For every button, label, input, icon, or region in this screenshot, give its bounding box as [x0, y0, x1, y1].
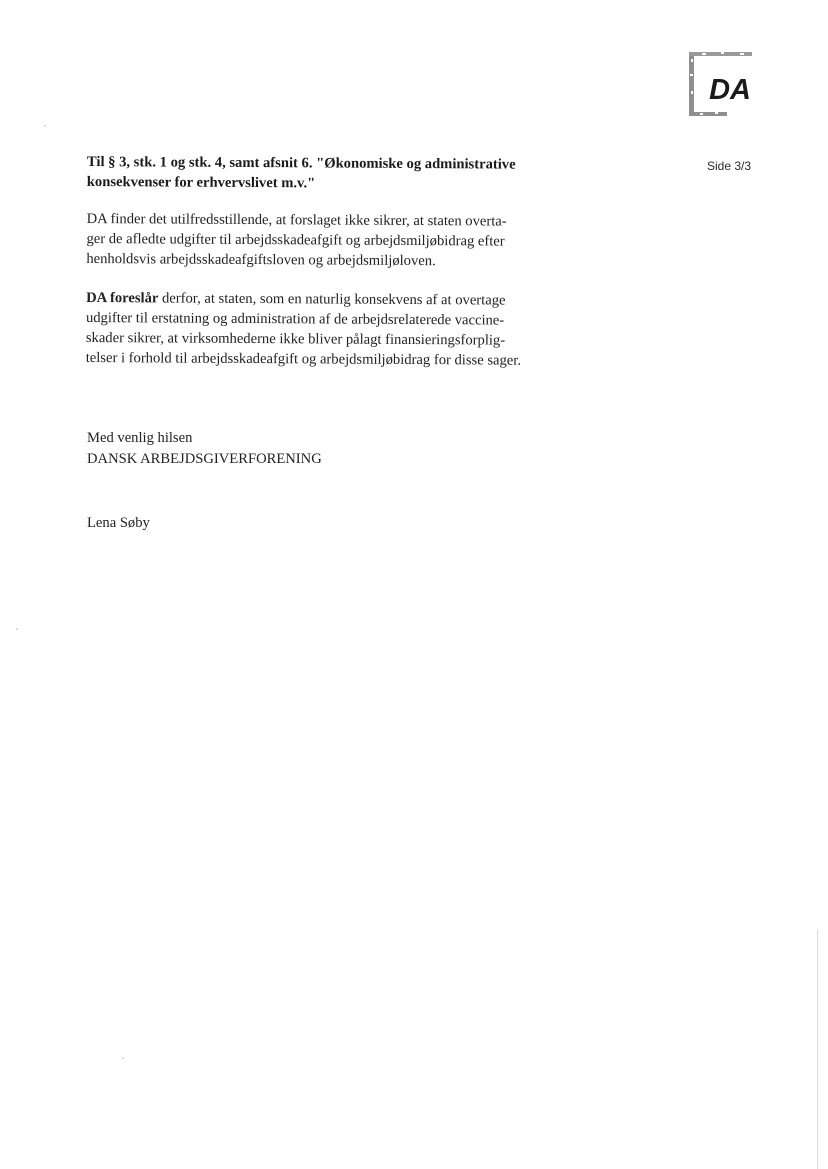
paragraph-line: henholdsvis arbejdsskadeafgiftsloven og arbejdsmiljøloven. — [86, 250, 436, 270]
section-heading — [87, 152, 567, 195]
greeting: Med venlig hilsen — [87, 430, 193, 446]
organization-name: DANSK ARBEJDSGIVERFORENING — [87, 451, 322, 467]
signer-name: Lena Søby — [87, 515, 150, 531]
heading-line: Til § 3, stk. 1 og stk. 4, samt afsnit 6. "Økonomiske og administrative — [86, 153, 516, 173]
paragraph-line: telser i forhold til arbejdsskadeafgift og arbejdsmiljøbidrag for disse sager. — [85, 349, 522, 369]
scan-speck — [16, 628, 18, 630]
closing-block — [87, 428, 322, 470]
paragraph-line: udgifter til erstatning og administration af de arbejdsrelaterede vaccine- — [85, 309, 505, 329]
document-body — [86, 152, 567, 371]
da-logo — [688, 50, 754, 118]
scan-speck — [122, 1057, 124, 1059]
proposal-lead: DA foreslår — [86, 289, 159, 307]
page-number: Side 3/3 — [707, 159, 752, 173]
paragraph-2 — [86, 288, 566, 371]
heading-line: konsekvenser for erhvervslivet m.v." — [86, 173, 316, 192]
logo-text: DA — [709, 74, 751, 106]
proposal-first-line: derfor, at staten, som en naturlig konsekvens af at overtage — [158, 290, 506, 309]
paragraph-1 — [86, 209, 566, 272]
scan-speck — [44, 125, 46, 127]
paragraph-line: DA finder det utilfredsstillende, at forslaget ikke sikrer, at staten overta- — [86, 210, 507, 230]
paragraph-line: skader sikrer, at virksomhederne ikke bliver pålagt finansieringsforplig- — [85, 329, 506, 349]
paragraph-line: ger de afledte udgifter til arbejdsskadeafgift og arbejdsmiljøbidrag efter — [86, 230, 505, 250]
scan-edge-line — [817, 930, 818, 1169]
